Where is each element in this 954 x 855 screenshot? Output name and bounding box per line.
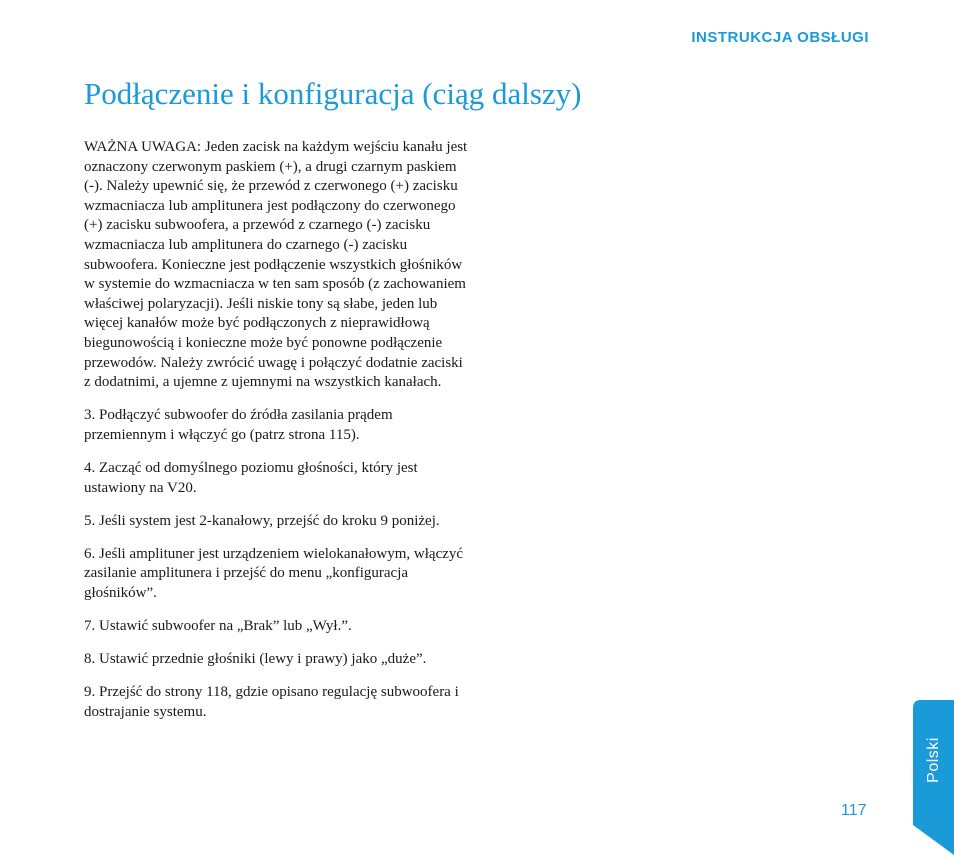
- step-7-paragraph: 7. Ustawić subwoofer na „Brak” lub „Wył.”.: [84, 617, 352, 634]
- step-3-paragraph: 3. Podłączyć subwoofer do źródła zasilania prądem przemiennym i włączyć go (patrz strona 115).: [84, 407, 393, 443]
- important-note-paragraph: WAŻNA UWAGA: Jeden zacisk na każdym wejściu kanału jest oznaczony czerwonym paskiem (+), a drugi czarnym paskiem (-). Należy upewnić się, że przewód z czerwonego (+) zacisku wzmacniacza lub amplitunera jest podłączony do czerwonego (+) zacisku subwoofera, a przewód z czarnego (-) zacisku wzmacniacza lub amplitunera do czarnego (-) zacisku subwoofera. Konieczne jest podłączenie wszystkich głośników w systemie do wzmacniacza w ten sam sposób (z zachowaniem właściwej polaryzacji). Jeśli niskie tony są słabe, jeden lub więcej kanałów może być podłączonych z nieprawidłową biegunowością i konieczne może być ponowne podłączenie przewodów. Należy zwrócić uwagę i połączyć dodatnie zaciski z dodatnimi, a ujemne z ujemnymi na wszystkich kanałach.: [84, 139, 468, 391]
- language-tab-label-wrap: [913, 700, 954, 820]
- step-9-paragraph: 9. Przejść do strony 118, gdzie opisano regulację subwoofera i dostrajanie systemu.: [84, 684, 459, 720]
- step-8-paragraph: 8. Ustawić przednie głośniki (lewy i prawy) jako „duże”.: [84, 651, 427, 668]
- step-5-paragraph: 5. Jeśli system jest 2-kanałowy, przejść do kroku 9 poniżej.: [84, 512, 440, 529]
- step-6-paragraph: 6. Jeśli amplituner jest urządzeniem wielokanałowym, włączyć zasilanie amplitunera i przejść do menu „konfiguracja głośników”.: [84, 545, 464, 601]
- language-tab-label: Polski: [924, 737, 942, 783]
- page-number: 117: [841, 802, 867, 819]
- step-4-paragraph: 4. Zacząć od domyślnego poziomu głośności, który jest ustawiony na V20.: [84, 459, 418, 496]
- language-tab: [913, 700, 954, 855]
- running-header: INSTRUKCJA OBSŁUGI: [691, 29, 869, 46]
- body-text: [84, 138, 469, 736]
- page-title: Podłączenie i konfiguracja (ciąg dalszy): [84, 76, 582, 111]
